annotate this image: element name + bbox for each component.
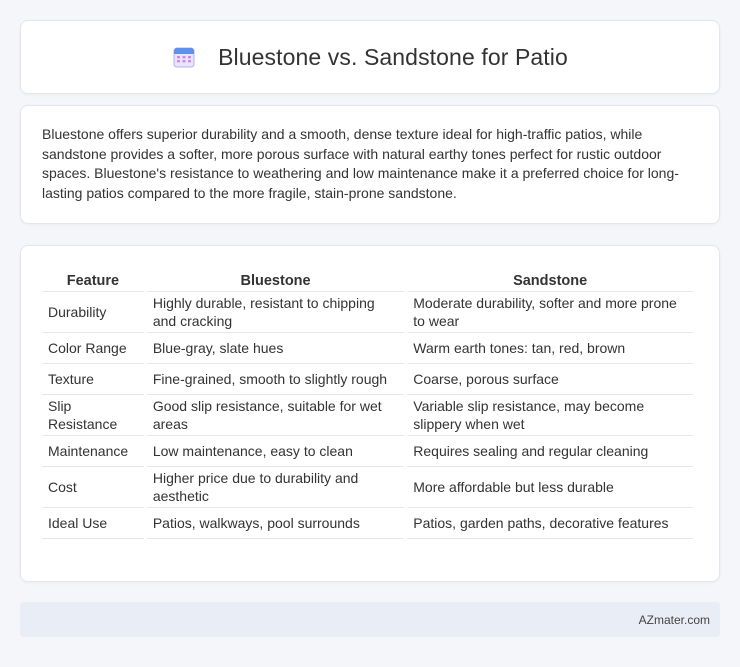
sandstone-cell: Patios, garden paths, decorative features [407,508,693,539]
header-feature: Feature [42,266,144,292]
bluestone-cell: Highly durable, resistant to chipping and cracking [147,292,404,333]
summary-text: Bluestone offers superior durability and a smooth, dense texture ideal for high-traffic patios, while sandstone provides a softer, more porous surface with natural earthy tones perfect for rustic outdoor spaces. Bluestone's resistance to weathering and low maintenance make it a preferred choice for long-lasting patios compared to the more fragile, stain-prone sandstone. [42,126,679,201]
page-title: Bluestone vs. Sandstone for Patio [218,43,568,70]
footer-source: AZmater.com [638,612,710,627]
calendar-icon [172,45,196,69]
bluestone-cell: Higher price due to durability and aesthetic [147,467,404,508]
sandstone-cell: Warm earth tones: tan, red, brown [407,333,693,364]
feature-cell: Color Range [42,333,144,364]
sandstone-cell: Moderate durability, softer and more prone to wear [407,292,693,333]
table-row [42,292,693,333]
table-row [42,508,693,539]
sandstone-cell: More affordable but less durable [407,467,693,508]
feature-cell: Ideal Use [42,508,144,539]
table-header-row [42,266,693,292]
feature-cell: Maintenance [42,436,144,467]
header-bluestone: Bluestone [147,266,404,292]
bluestone-cell: Blue-gray, slate hues [147,333,404,364]
feature-cell: Slip Resistance [42,395,144,436]
sandstone-cell: Variable slip resistance, may become slippery when wet [407,395,693,436]
comparison-table [39,266,696,539]
bluestone-cell: Good slip resistance, suitable for wet areas [147,395,404,436]
feature-cell: Cost [42,467,144,508]
comparison-card [20,245,720,582]
sandstone-cell: Requires sealing and regular cleaning [407,436,693,467]
table-row [42,436,693,467]
feature-cell: Texture [42,364,144,395]
sandstone-cell: Coarse, porous surface [407,364,693,395]
summary-card [20,105,720,224]
header-sandstone: Sandstone [407,266,693,292]
title-card [20,20,720,94]
table-row [42,364,693,395]
table-row [42,395,693,436]
bluestone-cell: Low maintenance, easy to clean [147,436,404,467]
footer [20,602,720,637]
bluestone-cell: Patios, walkways, pool surrounds [147,508,404,539]
table-row [42,467,693,508]
bluestone-cell: Fine-grained, smooth to slightly rough [147,364,404,395]
table-row [42,333,693,364]
feature-cell: Durability [42,292,144,333]
